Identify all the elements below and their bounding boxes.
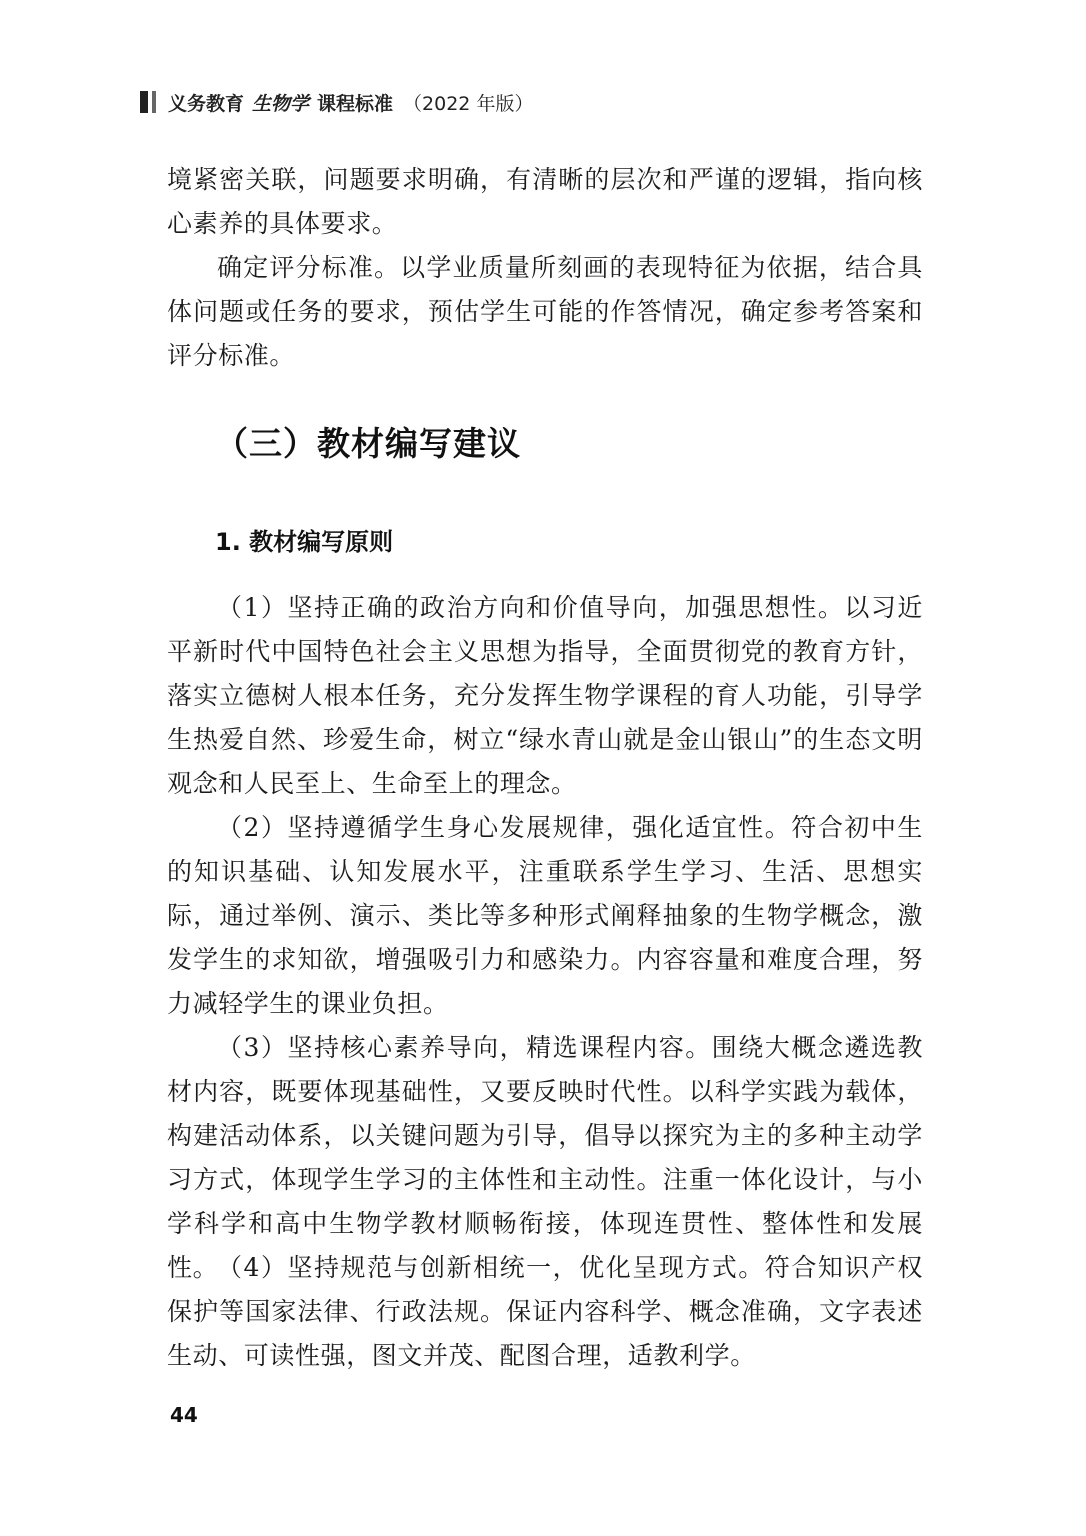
paragraph-text: 境紧密关联，问题要求明确，有清晰的层次和严谨的逻辑，指向核心素养的具体要求。 (167, 165, 923, 238)
header-title-prefix: 义务教育 (168, 92, 245, 115)
paragraph-text: （3）坚持核心素养导向，精选课程内容。围绕大概念遴选教材内容，既要体现基础性，又要反映时代性。以科学实践为载体，构建活动体系，以关键问题为引导，倡导以探究为主的多种主动学习方式，体现学生学习的主体性和主动性。注重一体化设计，与小学科学和高中生物学教材顺畅衔接，体现连贯性、整体性和发展性。 (167, 1033, 923, 1282)
header-subject: 生物学 (252, 92, 310, 115)
principle-item-2 (167, 806, 923, 1026)
paragraph-text: 确定评分标准。以学业质量所刻画的表现特征为依据，结合具体问题或任务的要求，预估学生可能的作答情况，确定参考答案和评分标准。 (167, 253, 923, 370)
principle-item-4 (167, 1246, 923, 1378)
running-header (140, 86, 533, 118)
page-number: 44 (170, 1403, 198, 1427)
header-bar-icon (140, 91, 156, 113)
paragraph-text: （1）坚持正确的政治方向和价值导向，加强思想性。以习近平新时代中国特色社会主义思想为指导，全面贯彻党的教育方针，落实立德树人根本任务，充分发挥生物学课程的育人功能，引导学生热爱自然、珍爱生命，树立“绿水青山就是金山银山”的生态文明观念和人民至上、生命至上的理念。 (167, 593, 923, 798)
section-heading: （三）教材编写建议 (215, 424, 521, 463)
paragraph-text: （4）坚持规范与创新相统一，优化呈现方式。符合知识产权保护等国家法律、行政法规。保证内容科学、概念准确，文字表述生动、可读性强，图文并茂、配图合理，适教利学。 (167, 1253, 923, 1370)
header-title-suffix: 课程标准 (317, 92, 394, 115)
paragraph-scoring-standard (167, 246, 923, 378)
header-edition: （2022 年版） (403, 92, 534, 115)
paragraph-continued (167, 158, 923, 246)
sub-heading: 1. 教材编写原则 (215, 528, 394, 556)
principle-item-1 (167, 586, 923, 806)
paragraph-text: （2）坚持遵循学生身心发展规律，强化适宜性。符合初中生的知识基础、认知发展水平，注重联系学生学习、生活、思想实际，通过举例、演示、类比等多种形式阐释抽象的生物学概念，激发学生的求知欲，增强吸引力和感染力。内容容量和难度合理，努力减轻学生的课业负担。 (167, 813, 923, 1018)
